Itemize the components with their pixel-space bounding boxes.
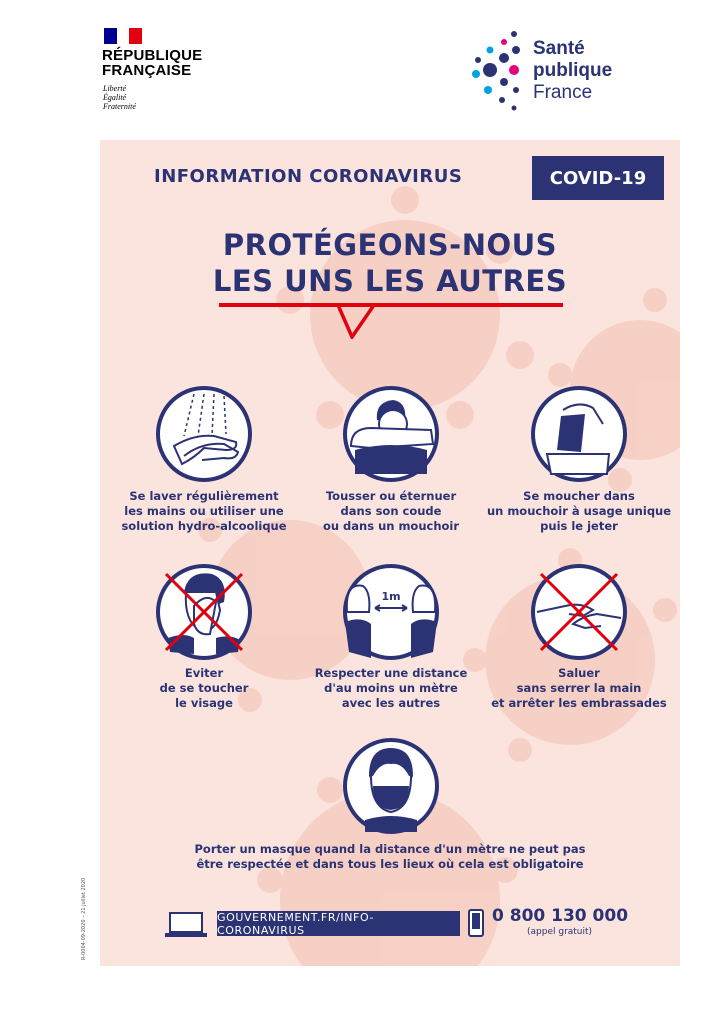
hotline-phone-number[interactable]: 0 800 130 000 xyxy=(492,906,629,926)
phone-icon xyxy=(468,909,484,937)
info-url-link[interactable]: GOUVERNEMENT.FR/INFO-CORONAVIRUS xyxy=(217,911,460,936)
gesture-2-caption: Tousser ou éternuer dans son coude ou dans un mouchoir xyxy=(322,489,460,533)
no-face-touch-icon xyxy=(154,562,254,662)
mask-caption: Porter un masque quand la distance d'un mètre ne peut pas être respectée et dans tous les lieux où cela est obligatoire xyxy=(194,842,586,871)
french-flag-logo xyxy=(104,28,142,44)
tissue-icon xyxy=(529,384,629,484)
face-mask-icon xyxy=(341,736,441,836)
speech-bubble-tail xyxy=(336,303,376,339)
gesture-1-caption: Se laver régulièrement les mains ou utiliser une solution hydro-alcoolique xyxy=(121,489,287,533)
document-reference: R-0004-09-2020 – 21 juillet 2020 xyxy=(81,877,87,960)
gesture-6-caption: Saluer sans serrer la main et arrêter les embrassades xyxy=(491,666,667,710)
gesture-4-caption: Eviter de se toucher le visage xyxy=(159,666,249,710)
headline-line-1: PROTÉGEONS-NOUS xyxy=(222,228,558,262)
no-handshake-icon xyxy=(529,562,629,662)
gesture-3-caption: Se moucher dans un mouchoir à usage unique puis le jeter xyxy=(486,489,672,533)
red-underline xyxy=(219,303,563,307)
hand-washing-icon xyxy=(154,384,254,484)
laptop-icon xyxy=(164,912,208,938)
information-title: INFORMATION CORONAVIRUS xyxy=(154,166,463,187)
covid-19-badge: COVID-19 xyxy=(532,156,664,200)
sante-publique-france-logo-icon xyxy=(468,28,528,112)
cough-elbow-icon xyxy=(341,384,441,484)
sante-publique-france-logo-text: Santé publique France xyxy=(533,38,613,103)
gesture-5-caption: Respecter une distance d'au moins un mètre avec les autres xyxy=(314,666,468,710)
distance-label: 1m xyxy=(381,590,401,603)
republic-motto: Liberté Égalité Fraternité xyxy=(103,84,136,111)
republique-francaise-logo-text: RÉPUBLIQUE FRANÇAISE xyxy=(102,47,203,79)
headline-line-2: LES UNS LES AUTRES xyxy=(212,264,568,298)
distance-icon xyxy=(341,562,441,662)
hotline-note: (appel gratuit) xyxy=(527,927,593,937)
